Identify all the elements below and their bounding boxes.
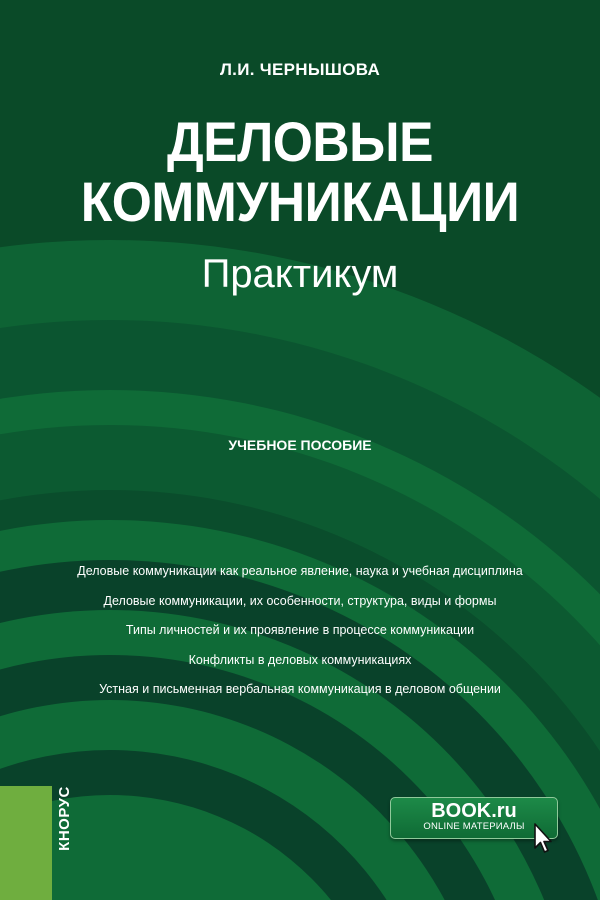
topics-list — [0, 562, 600, 710]
publisher-color-block — [0, 786, 52, 900]
publisher-name — [50, 768, 78, 868]
title-line-1: ДЕЛОВЫЕ — [166, 110, 434, 173]
cursor-arrow-icon — [533, 823, 553, 855]
topic-item: Деловые коммуникации как реальное явление, наука и учебная дисциплина — [77, 564, 523, 578]
author-name: Л.И. ЧЕРНЫШОВА — [219, 60, 381, 79]
publisher-label: КНОРУС — [55, 785, 73, 851]
book-type-label: УЧЕБНОЕ ПОСОБИЕ — [228, 437, 372, 453]
subtitle: Практикум — [201, 252, 399, 296]
topic-item: Конфликты в деловых коммуникациях — [188, 652, 412, 667]
topic-item: Устная и письменная вербальная коммуникация в деловом общении — [99, 682, 501, 696]
title-line-2: КОММУНИКАЦИИ — [80, 170, 520, 233]
bookru-badge-subtitle: ONLINE МАТЕРИАЛЫ — [423, 821, 525, 832]
topic-item: Деловые коммуникации, их особенности, структура, виды и формы — [103, 593, 497, 608]
topic-item: Типы личностей и их проявление в процессе коммуникации — [125, 623, 475, 637]
bookru-badge-title: BOOK.ru — [431, 800, 517, 822]
